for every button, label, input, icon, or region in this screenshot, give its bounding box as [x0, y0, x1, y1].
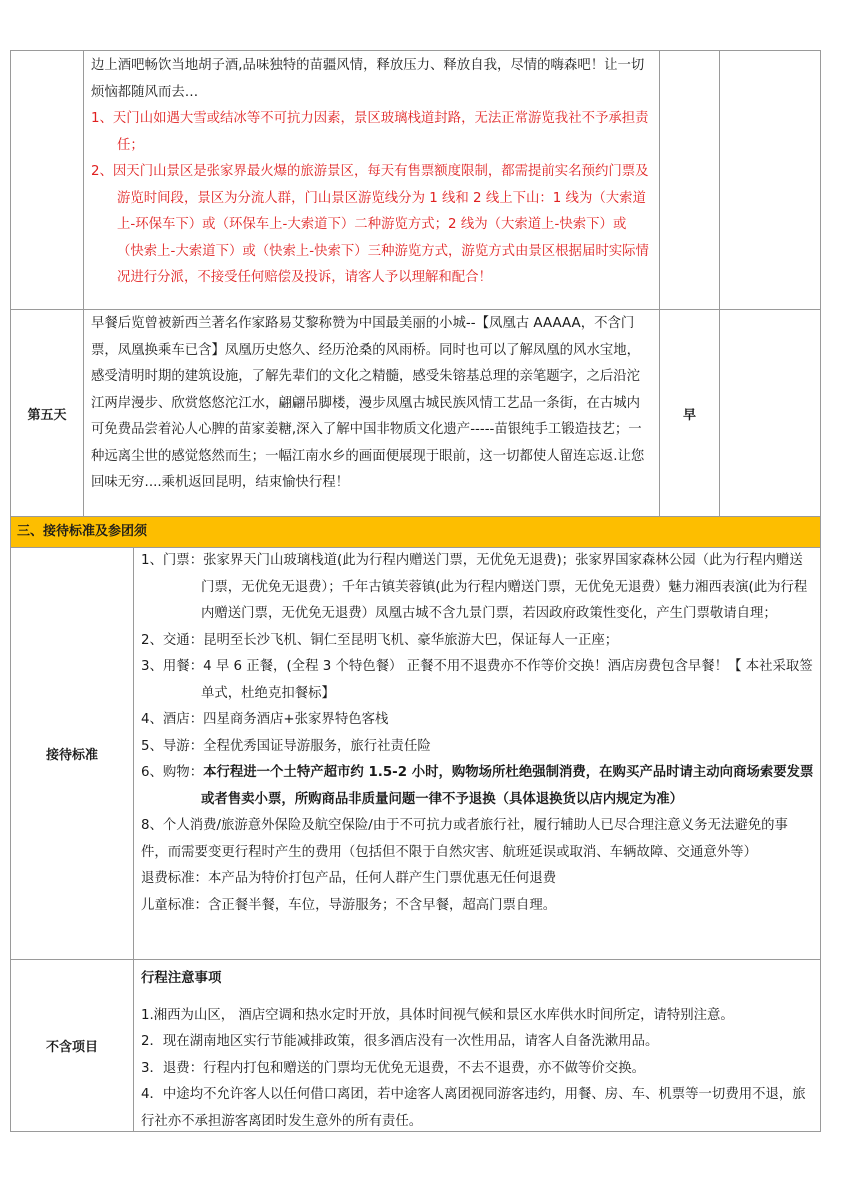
- itinerary-note-1: 1、天门山如遇大雪或结冰等不可抗力因素，景区玻璃栈道封路，无法正常游览我社不予承担责任；: [91, 111, 649, 153]
- itinerary-intro-text: 边上酒吧畅饮当地胡子酒,品味独特的苗疆风情，释放压力、释放自我，尽情的嗨森吧！让一切烦恼都随风而去…: [91, 58, 645, 100]
- itinerary-note-2: 2、因天门山景区是张家界最火爆的旅游景区，每天有售票额度限制，都需提前实名预约门票及游览时间段，景区为分流人群，门山景区游览线分为 1 线和 2 线上下山：1 线为（大索道上-环保车下）或（环保车上-大索道下）二种游览方式；2 线为（大索道上-快索下）或（快索上-大索道下）或（快索上-快索下）三种游览方式，游览方式由景区根据届时实际情况进行分派，不接受任何赔偿及投诉，请客人予以理解和配合！: [91, 164, 649, 285]
- day-label: 第五天: [27, 407, 67, 423]
- standard-item-hotel: 4、酒店：四星商务酒店+张家界特色客栈: [141, 712, 389, 727]
- table-row-day5: [11, 309, 820, 516]
- hotel-cell: [719, 310, 820, 516]
- itinerary-page: [10, 50, 821, 1132]
- standard-item-guide: 5、导游：全程优秀国证导游服务，旅行社责任险: [141, 738, 431, 754]
- notice-item: 3．退费：行程内打包和赠送的门票均无优免无退费，不去不退费，亦不做等价交换。: [141, 1060, 645, 1076]
- itinerary-table: [10, 50, 821, 1132]
- hotel-cell: [719, 51, 820, 309]
- excluded-label: 不含项目: [45, 1040, 98, 1055]
- day-content-cell: [83, 51, 659, 309]
- standard-item-extra-costs: 8、个人消费/旅游意外保险及航空保险/由于不可抗力或者旅行社，履行辅助人已尽合理注意义务无法避免的事件，而需要变更行程时产生的费用（包括但不限于自然灾害、航班延误或取消、车辆故障、交通意外等）: [141, 818, 788, 860]
- section-title: 三、接待标准及参团须: [11, 516, 820, 547]
- day-content: 早餐后览曾被新西兰著名作家路易艾黎称赞为中国最美丽的小城--【凤凰古 AAAAA，不含门票，凤凰换乘车已含】凤凰历史悠久、经历沧桑的风雨桥。同时也可以了解凤凰的风水宝地，感受清明时期的建筑设施，了解先辈们的文化之精髓，感受朱镕基总理的亲笔题字，之后沿沱江两岸漫步、欣赏悠悠沱江水，翩翩吊脚楼，漫步凤凰古城民族风情工艺品一条街，在古城内可免费品尝着沁人心脾的苗家姜糖,深入了解中国非物质文化遗产-----苗银纯手工锻造技艺；一种远离尘世的感觉悠然而生；一幅江南水乡的画面便展现于眼前，这一切都使人留连忘返.让您回味无穷....乘机返回昆明，结束愉快行程！: [83, 310, 659, 516]
- shopping-prefix: 6、购物：: [141, 765, 204, 780]
- shopping-note: 本行程进一个土特产超市约 1.5-2 小时，购物场所杜绝强制消费，在购买产品时请主动向商场索要发票或者售卖小票，所购商品非质量问题一律不予退换（具体退换货以店内规定为准）: [201, 765, 814, 807]
- day-label-cell: [11, 51, 83, 309]
- notice-heading: 行程注意事项: [141, 971, 222, 986]
- notice-item: 1.湘西为山区， 酒店空调和热水定时开放，具体时间视气候和景区水库供水时间所定，请特别注意。: [141, 1007, 734, 1023]
- meal-value: 早: [659, 310, 719, 516]
- standard-refund: 退费标准：本产品为特价打包产品，任何人群产生门票优惠无任何退费: [141, 871, 557, 886]
- table-row-standards: [11, 547, 820, 959]
- standard-item-meals: 3、用餐：4 早 6 正餐，(全程 3 个特色餐） 正餐不用不退费亦不作等价交换！酒店房费包含早餐！【 本社采取签单式，杜绝克扣餐标】: [141, 659, 813, 701]
- standards-content: [133, 548, 820, 959]
- standard-item-transport: 2、交通：昆明至长沙飞机、铜仁至昆明飞机、豪华旅游大巴，保证每人一正座；: [141, 632, 619, 648]
- standard-child: 儿童标准：含正餐半餐，车位，导游服务；不含早餐，超高门票自理。: [141, 897, 557, 913]
- notice-item: 4．中途均不允许客人以任何借口离团，若中途客人离团视同游客违约，用餐、房、车、机票等一切费用不退，旅行社亦不承担游客离团时发生意外的所有责任。: [141, 1087, 806, 1129]
- standard-item-tickets: 1、门票：张家界天门山玻璃栈道(此为行程内赠送门票，无优免无退费)；张家界国家森林公园（此为行程内赠送门票，无优免无退费）；千年古镇芙蓉镇(此为行程内赠送门票，无优免无退费）魅力湘西表演(此为行程内赠送门票，无优免无退费）凤凰古城不含九景门票，若因政府政策性变化，产生门票敬请自理；: [141, 553, 808, 621]
- excluded-content: [133, 960, 820, 1131]
- notice-item: 2．现在湖南地区实行节能减排政策，很多酒店没有一次性用品，请客人自备洗漱用品。: [141, 1034, 659, 1049]
- table-row: [11, 51, 820, 309]
- standards-label: 接待标准: [45, 748, 98, 763]
- standard-item-shopping: [141, 760, 814, 813]
- table-row-excluded: [11, 959, 820, 1131]
- meal-cell: [659, 51, 719, 309]
